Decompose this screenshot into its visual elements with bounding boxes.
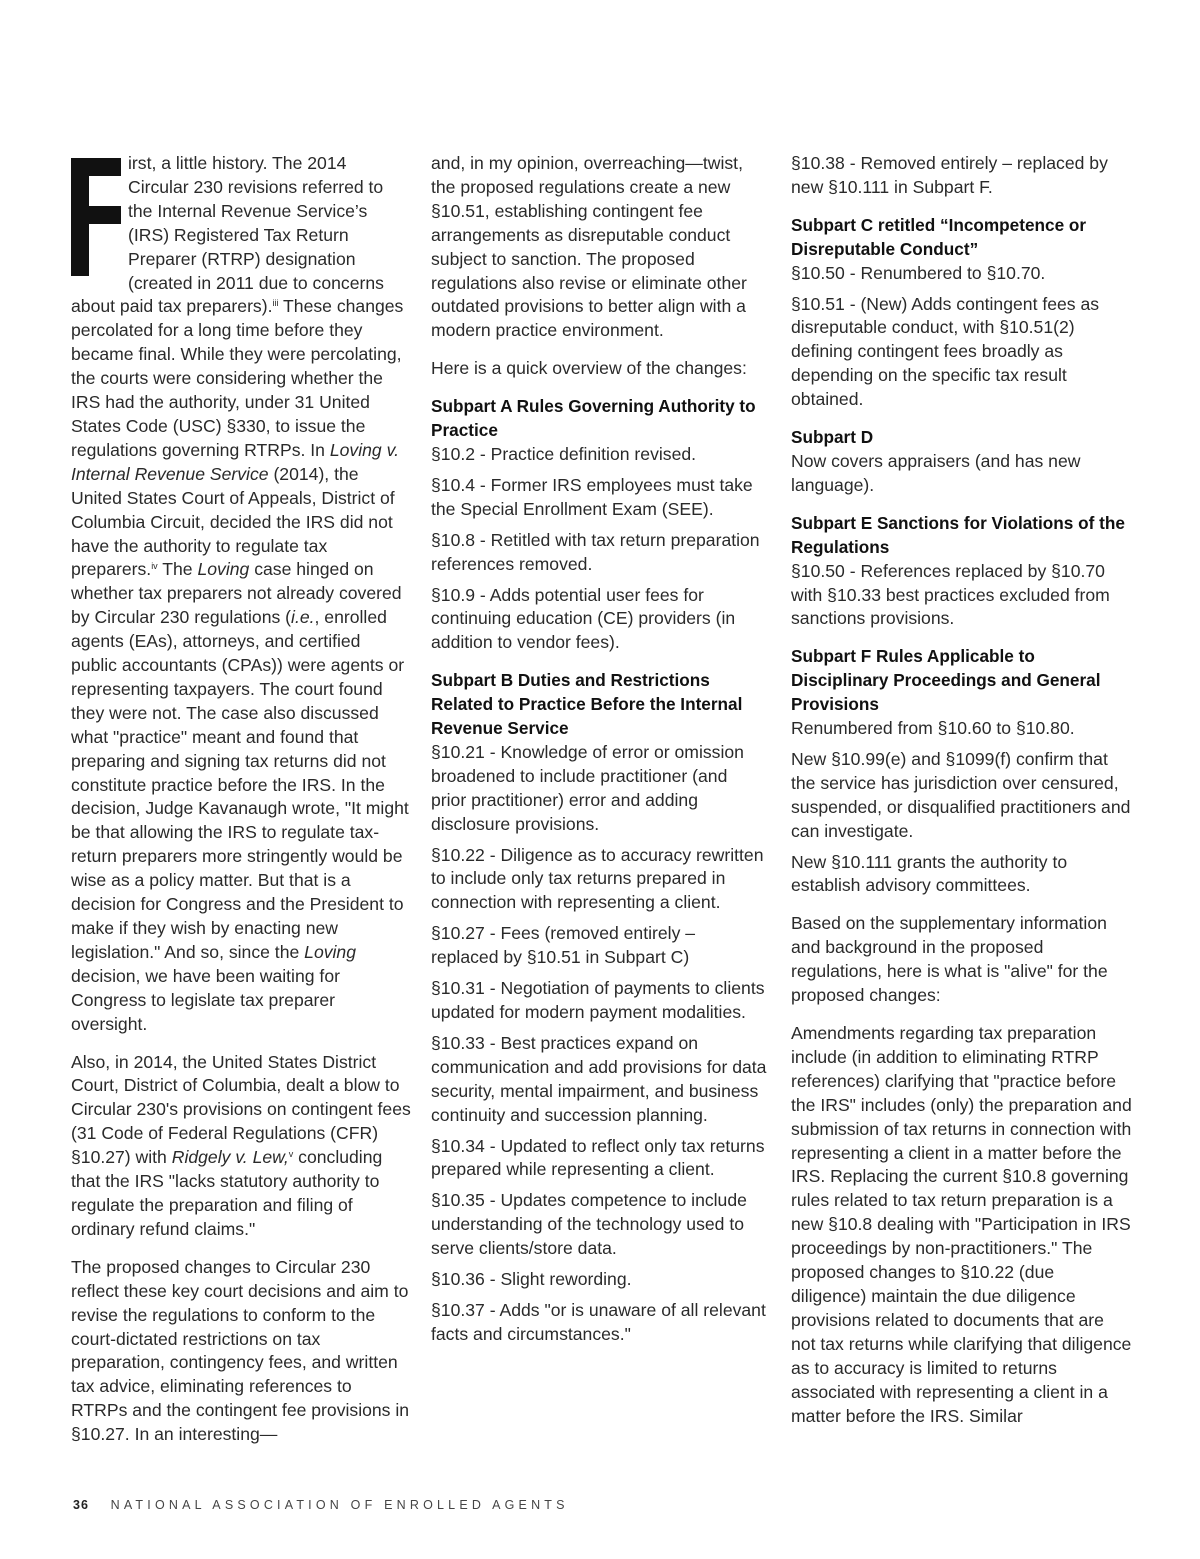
column-2 [431, 152, 767, 1354]
body-paragraph: Based on the supplementary information and background in the proposed regulations, here is what is "alive" for the proposed changes: [791, 913, 1108, 1006]
list-item: §10.34 - Updated to reflect only tax returns prepared while representing a client. [431, 1135, 765, 1180]
list-item: §10.35 - Updates competence to include understanding of the technology used to serve clients/store data. [431, 1190, 747, 1259]
list-item: §10.50 - Renumbered to §10.70. [791, 262, 1046, 283]
page-number: 36 [73, 1498, 89, 1512]
column-3 [791, 152, 1133, 1442]
list-item: New §10.99(e) and §1099(f) confirm that the service has jurisdiction over censured, suspended, or disqualified practitioners and can investigate. [791, 748, 1131, 841]
list-item: §10.9 - Adds potential user fees for continuing education (CE) providers (in addition to vendor fees). [431, 584, 736, 653]
body-paragraph: Also, in 2014, the United States District Court, District of Columbia, dealt a blow to Circular 230's provisions on contingent fees (31 Code of Federal Regulations (CFR) §10.27) with Ridgely v. Lew,$^v$ concluding that the IRS "lacks statutory authority to regulate the preparation and filing of ordinary refund claims." [71, 1051, 411, 1239]
page-footer [73, 1498, 569, 1512]
list-item: §10.50 - References replaced by §10.70 with §10.33 best practices excluded from sanctions provisions. [791, 560, 1110, 629]
endnote-ref: iii [272, 298, 279, 309]
list-item: §10.2 - Practice definition revised. [431, 443, 697, 464]
list-item: §10.22 - Diligence as to accuracy rewritten to include only tax returns prepared in connection with representing a client. [431, 844, 764, 913]
list-item: §10.8 - Retitled with tax return preparation references removed. [431, 529, 760, 574]
subpart-b-heading: Subpart B Duties and Restrictions Related to Practice Before the Internal Revenue Service [431, 670, 743, 739]
subpart-a-heading: Subpart A Rules Governing Authority to Practice [431, 396, 756, 441]
list-item: §10.31 - Negotiation of payments to clients updated for modern payment modalities. [431, 978, 765, 1022]
list-item: §10.21 - Knowledge of error or omission broadened to include practitioner (and prior practitioner) error and adding disclosure provisions. [431, 741, 744, 834]
body-paragraph: Here is a quick overview of the changes: [431, 358, 747, 379]
subpart-c-heading: Subpart C retitled “Incompetence or Disreputable Conduct” [791, 214, 1087, 259]
dropcap-letter [71, 158, 124, 276]
list-item: §10.51 - (New) Adds contingent fees as disreputable conduct, with §10.51(2) defining contingent fees broadly as depending on the specific tax result obtained. [791, 293, 1100, 410]
list-item: §10.33 - Best practices expand on communication and add provisions for data security, mental impairment, and business continuity and succession planning. [431, 1032, 767, 1125]
intro-paragraph: irst, a little history. The 2014 Circular 230 revisions referred to the Internal Revenue Service’s (IRS) Registered Tax Return Preparer (RTRP) designation (created in 2011 due to concerns about paid tax preparers).$^{iii}$ These changes percolated for a long time before they became final. While they were percolating, the courts were considering whether the IRS had the authority, under 31 United States Code (USC) §330, to issue the regulations governing RTRPs. In Loving v. Internal Revenue Service (2014), the United States Court of Appeals, District of Columbia Circuit, decided the IRS did not have the authority to regulate tax preparers.$^{iv}$ The Loving case hinged on whether tax preparers not already covered by Circular 230 regulations (i.e., enrolled agents (EAs), attorneys, and certified public accountants (CPAs)) were agents or representing taxpayers. The court found they were not. The case also discussed what "practice" meant and found that preparing and signing tax returns did not constitute practice before the IRS. In the decision, Judge Kavanaugh wrote, "It might be that allowing the IRS to regulate tax-return preparers more stringently would be wise as a policy matter. But that is a decision for Congress and the President to make if they wish by enacting new legislation." And so, since the Loving decision, we have been waiting for Congress to legislate tax preparer oversight. [71, 153, 409, 1034]
subpart-f-heading: Subpart F Rules Applicable to Disciplinary Proceedings and General Provisions [791, 646, 1101, 715]
endnote-ref: v [288, 1149, 294, 1160]
column-1 [71, 152, 411, 1461]
list-item: §10.36 - Slight rewording. [431, 1269, 632, 1290]
body-paragraph: and, in my opinion, overreaching—twist, the proposed regulations create a new §10.51, establishing contingent fee arrangements as disreputable conduct subject to sanction. The proposed regulations also revise or eliminate other outdated provisions to better align with a modern practice environment. [431, 153, 747, 341]
case-name: Loving [304, 941, 357, 962]
list-item: New §10.111 grants the authority to establish advisory committees. [791, 851, 1068, 896]
list-item: Now covers appraisers (and has new language). [791, 450, 1081, 495]
subpart-d-heading: Subpart D [791, 427, 874, 448]
list-item: §10.37 - Adds "or is unaware of all relevant facts and circumstances." [431, 1299, 766, 1344]
list-item: §10.4 - Former IRS employees must take the Special Enrollment Exam (SEE). [431, 474, 753, 519]
body-paragraph: The proposed changes to Circular 230 reflect these key court decisions and aim to revise the regulations to conform to the court-dictated restrictions on tax preparation, contingency fees, and written tax advice, eliminating references to RTRPs and the contingent fee provisions in §10.27. In an interesting— [71, 1256, 410, 1445]
endnote-ref: iv [151, 561, 158, 572]
list-item: §10.27 - Fees (removed entirely – replaced by §10.51 in Subpart C) [431, 923, 696, 968]
case-name: Loving v. Internal Revenue Service [71, 439, 399, 484]
publication-name: NATIONAL ASSOCIATION OF ENROLLED AGENTS [110, 1498, 569, 1512]
subpart-e-heading: Subpart E Sanctions for Violations of the Regulations [791, 512, 1125, 557]
body-paragraph: Amendments regarding tax preparation include (in addition to eliminating RTRP references) clarifying that "practice before the IRS" includes (only) the preparation and submission of tax returns in connection with representing a client in a matter before the IRS. Replacing the current §10.8 governing rules related to tax return preparation is a new §10.8 dealing with "Participation in IRS proceedings by non-practitioners." The proposed changes to §10.22 (due diligence) maintain the due diligence provisions related to documents that are not tax returns while clarifying that diligence as to accuracy is limited to returns associated with representing a client in a matter before the IRS. Similar [791, 1023, 1132, 1426]
list-item: §10.38 - Removed entirely – replaced by new §10.111 in Subpart F. [791, 153, 1108, 197]
case-name: Ridgely v. Lew, [171, 1147, 289, 1168]
case-name: Loving [197, 559, 250, 580]
list-item: Renumbered from §10.60 to §10.80. [791, 718, 1075, 739]
